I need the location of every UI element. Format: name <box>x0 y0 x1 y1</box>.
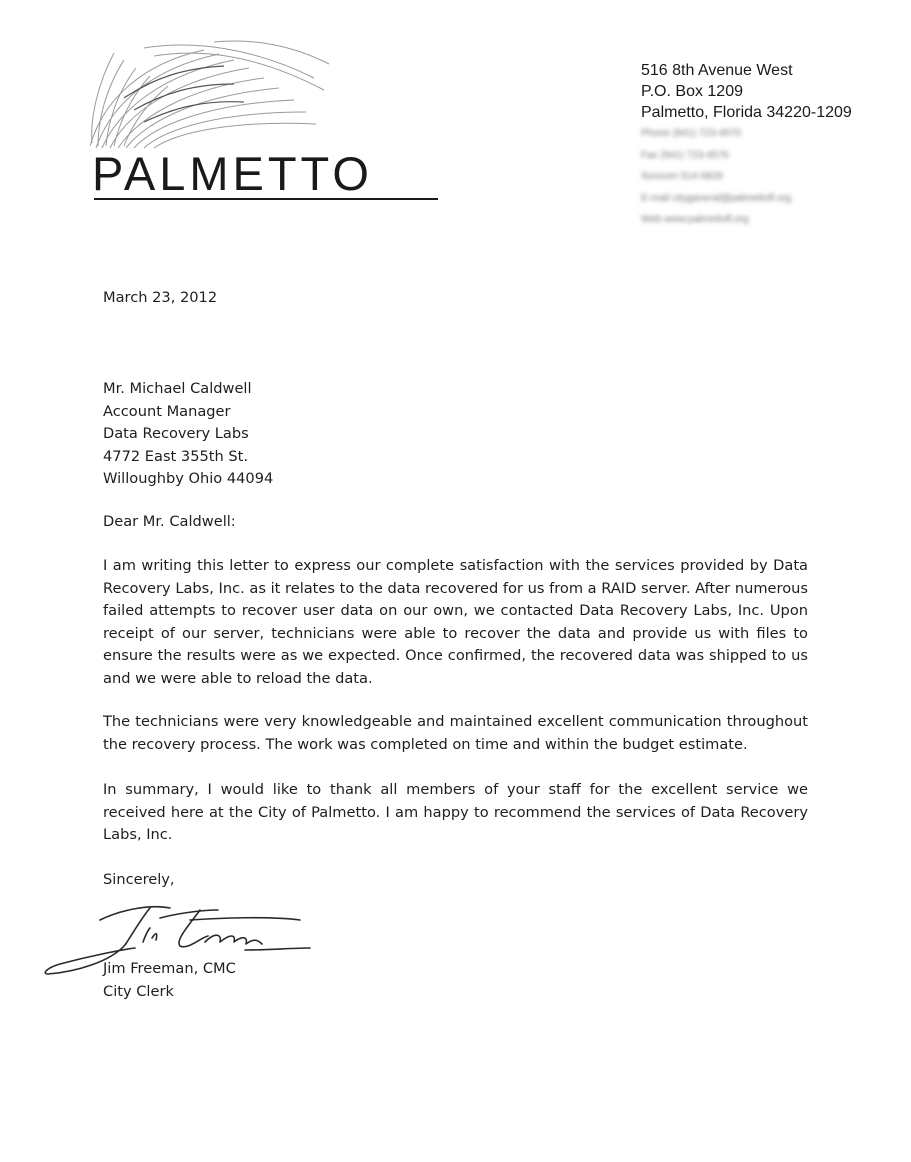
logo-underline <box>94 198 438 200</box>
signer-title: City Clerk <box>103 982 174 1000</box>
address-city: Palmetto, Florida 34220-1209 <box>641 104 852 121</box>
recipient-name: Mr. Michael Caldwell <box>103 380 252 397</box>
body-paragraph-1: I am writing this letter to express our complete satisfaction with the services provided by Data Recovery Labs, Inc. as it relates to the data recovered for us from a RAID server. After numerous failed attempts to recover user data on our own, we contacted Data Recovery Labs, Inc. Upon receipt of our server, technicians were able to recover the data and provide us with files to ensure the results were as we expected. Once confirmed, the recovered data was shipped to us and we were able to reload the data. <box>103 557 808 687</box>
signature-block <box>103 958 808 1003</box>
letter-date: March 23, 2012 <box>103 289 218 306</box>
body-paragraph-2: The technicians were very knowledgeable and maintained excellent communication throughout the recovery process. The work was completed on time and within the budget estimate. <box>103 713 808 753</box>
recipient-company: Data Recovery Labs <box>103 425 249 442</box>
contact-phone: Phone (941) 723-4570 <box>641 128 742 139</box>
logo-wordmark: PALMETTO <box>92 147 373 200</box>
recipient-street: 4772 East 355th St. <box>103 447 248 465</box>
letterhead-address <box>641 60 901 231</box>
contact-web: Web www.palmettofl.org <box>641 214 749 225</box>
closing: Sincerely, <box>103 871 175 888</box>
body-paragraph-3: In summary, I would like to thank all members of your staff for the excellent service we received here at the City of Palmetto. I am happy to recommend the services of Data Recovery Labs, Inc. <box>103 781 808 843</box>
contact-fax: Fax (941) 723-4576 <box>641 149 729 161</box>
recipient-address <box>103 378 808 491</box>
address-po-box: P.O. Box 1209 <box>641 83 743 100</box>
salutation: Dear Mr. Caldwell: <box>103 513 236 530</box>
recipient-title: Account Manager <box>103 402 231 420</box>
recipient-city: Willoughby Ohio 44094 <box>103 470 274 487</box>
signer-name: Jim Freeman, CMC <box>103 960 236 977</box>
palmetto-logo <box>84 38 454 210</box>
address-street: 516 8th Avenue West <box>641 62 793 79</box>
contact-suncom: Suncom 514-0829 <box>641 171 723 182</box>
contact-email: E-mail cityganeral@palmettofl.org <box>641 192 792 204</box>
